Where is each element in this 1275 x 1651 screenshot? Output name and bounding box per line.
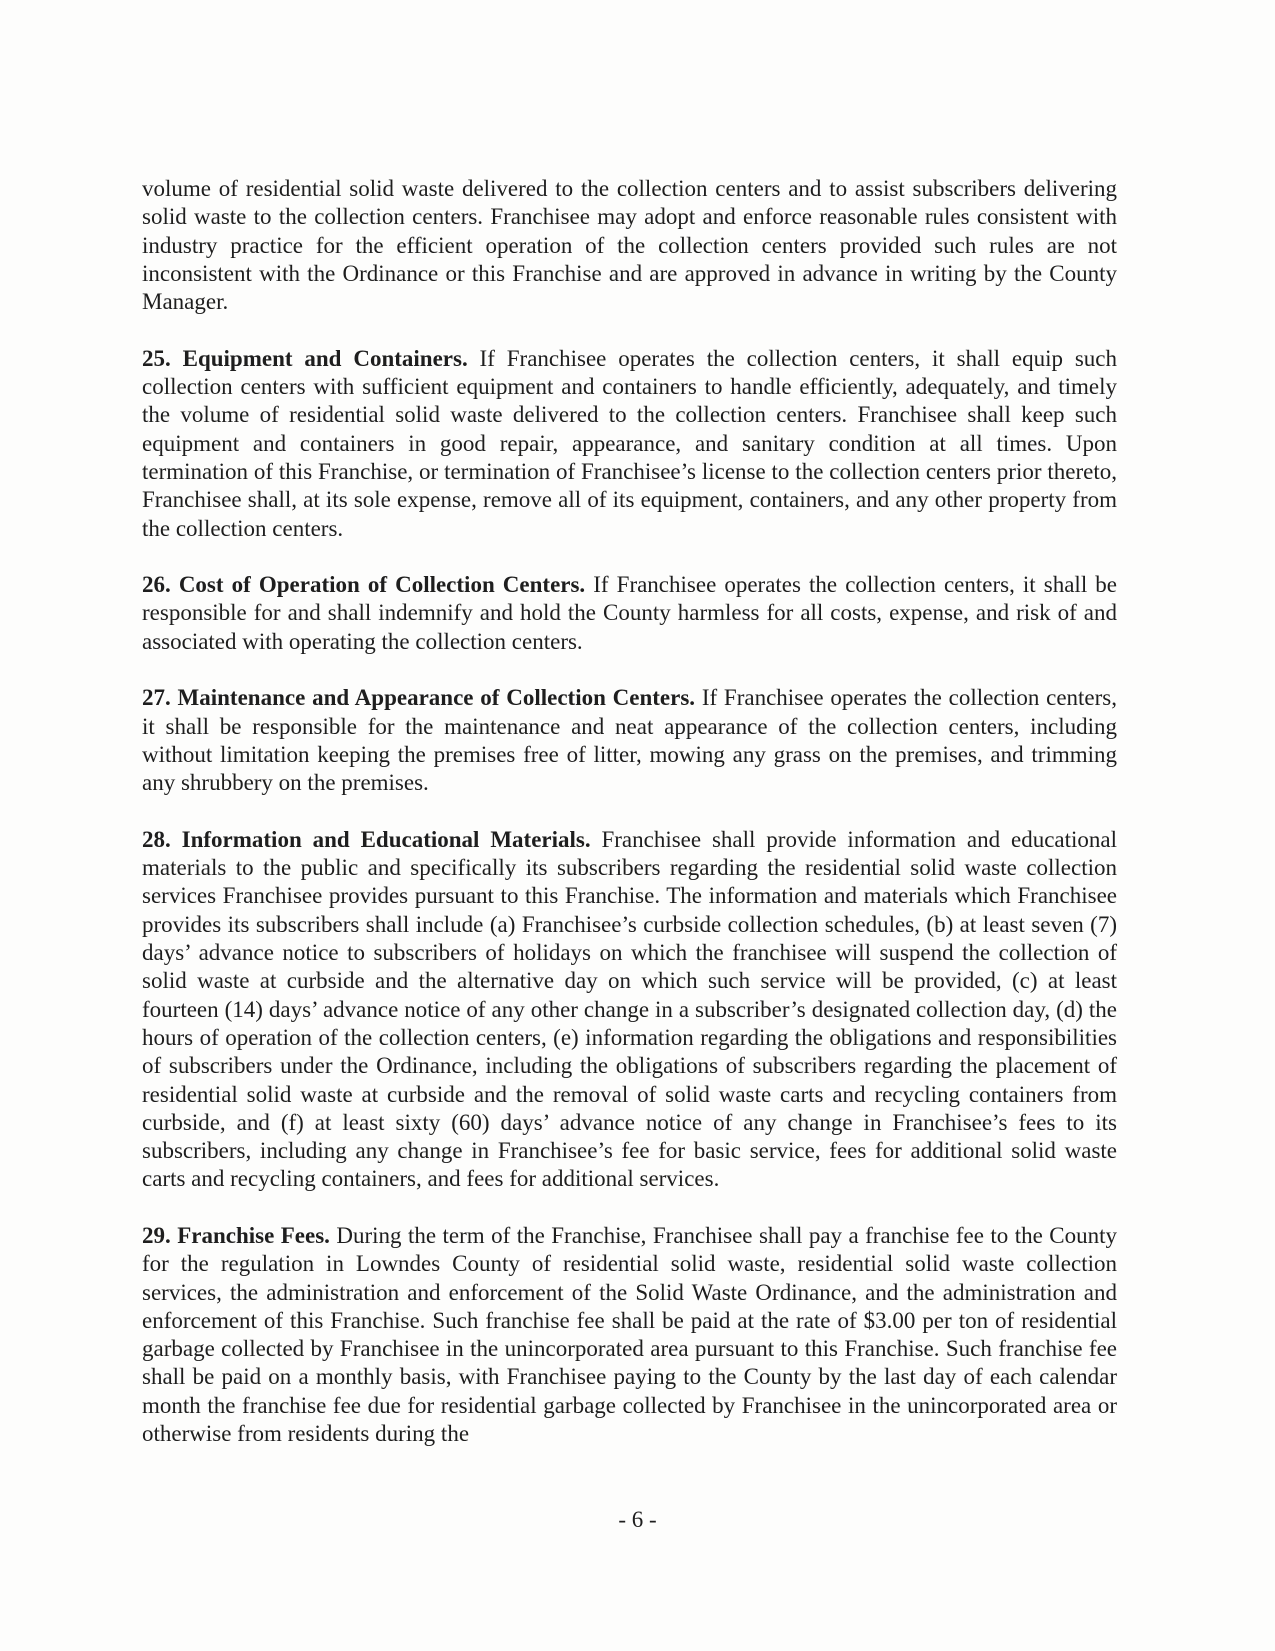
page-number: - 6 - (618, 1507, 657, 1532)
section-body: If Franchisee operates the collection centers, it shall equip such collection centers with sufficient equipment and containers to handle efficiently, adequately, and timely the volume of residential solid waste delivered to the collection centers. Franchisee shall keep such equipment and containers in good repair, appearance, and sanitary condition at all times. Upon termination of this Franchise, or termination of Franchisee’s license to the collection centers prior thereto, Franchisee shall, at its sole expense, remove all of its equipment, containers, and any other property from the collection centers. (142, 345, 1117, 541)
section-heading: 26. Cost of Operation of Collection Centers. (142, 572, 586, 598)
section-heading: 29. Franchise Fees. (142, 1222, 330, 1248)
section-29 (142, 1222, 1117, 1448)
section-26 (142, 571, 1117, 656)
section-27 (142, 684, 1117, 797)
section-28 (142, 826, 1117, 1194)
intro-paragraph: volume of residential solid waste delivered to the collection centers and to assist subscribers delivering solid waste to the collection centers. Franchisee may adopt and enforce reasonable rules consistent with industry practice for the efficient operation of the collection centers provided such rules are not inconsistent with the Ordinance or this Franchise and are approved in advance in writing by the County Manager. (142, 176, 1117, 315)
section-heading: 27. Maintenance and Appearance of Collection Centers. (142, 685, 696, 711)
section-body: If Franchisee operates the collection centers, it shall be responsible for and shall indemnify and hold the County harmless for all costs, expense, and risk of and associated with operating the collection centers. (142, 572, 1117, 654)
section-body: During the term of the Franchise, Franchisee shall pay a franchise fee to the County for the regulation in Lowndes County of residential solid waste, residential solid waste collection services, the administration and enforcement of the Solid Waste Ordinance, and the administration and enforcement of this Franchise. Such franchise fee shall be paid at the rate of $3.00 per ton of residential garbage collected by Franchisee in the unincorporated area pursuant to this Franchise. Such franchise fee shall be paid on a monthly basis, with Franchisee paying to the County by the last day of each calendar month the franchise fee due for residential garbage collected by Franchisee in the unincorporated area or otherwise from residents during the (142, 1222, 1118, 1447)
section-heading: 28. Information and Educational Materials. (142, 826, 591, 852)
section-heading: 25. Equipment and Containers. (142, 345, 468, 371)
section-body: If Franchisee operates the collection centers, it shall be responsible for the maintenance and neat appearance of the collection centers, including without limitation keeping the premises free of litter, mowing any grass on the premises, and trimming any shrubbery on the premises. (142, 685, 1117, 796)
section-25 (142, 345, 1117, 543)
section-body: Franchisee shall provide information and educational materials to the public and specifically its subscribers regarding the residential solid waste collection services Franchisee provides pursuant to this Franchise. The information and materials which Franchisee provides its subscribers shall include (a) Franchisee’s curbside collection schedules, (b) at least seven (7) days’ advance notice to subscribers of holidays on which the franchisee will suspend the collection of solid waste at curbside and the alternative day on which such service will be provided, (c) at least fourteen (14) days’ advance notice of any other change in a subscriber’s designated collection day, (d) the hours of operation of the collection centers, (e) information regarding the obligations and responsibilities of subscribers under the Ordinance, including the obligations of subscribers regarding the placement of residential solid waste at curbside and the removal of solid waste carts and recycling containers from curbside, and (f) at least sixty (60) days’ advance notice of any change in Franchisee’s fees to its subscribers, including any change in Franchisee’s fee for basic service, fees for additional solid waste carts and recycling containers, and fees for additional services. (142, 826, 1117, 1192)
document-body (142, 175, 1117, 1477)
